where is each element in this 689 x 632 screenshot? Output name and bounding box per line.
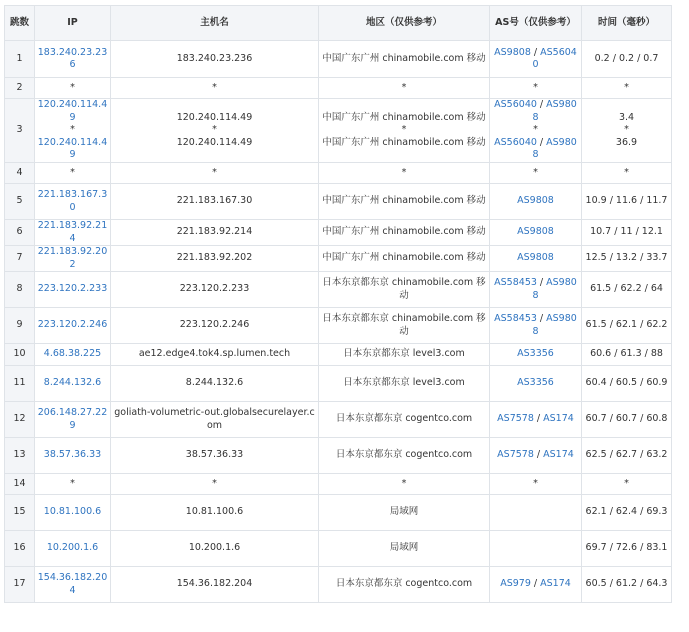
time-cell [582, 531, 672, 567]
hostname-text: 183.240.23.236 [176, 52, 253, 64]
as-group [492, 82, 579, 95]
as-group [492, 124, 579, 137]
col-header-ip: IP [35, 6, 111, 41]
as-link[interactable]: AS9808 [532, 99, 577, 123]
hop-number: 6 [16, 226, 23, 238]
region-text: 日本东京都东京 chinamobile.com 移动 [322, 277, 486, 301]
as-group [492, 137, 579, 162]
table-row [5, 308, 672, 344]
as-link[interactable]: AS58453 [494, 313, 537, 324]
region-cell [319, 495, 490, 531]
ip-cell [35, 220, 111, 246]
ip-link[interactable]: 120.240.114.49 [37, 99, 108, 123]
as-group [492, 578, 579, 591]
ip-placeholder: * [70, 477, 75, 489]
hostname-text: 10.200.1.6 [188, 542, 241, 554]
as-cell [490, 78, 582, 99]
as-group [492, 348, 579, 361]
region-text: 日本东京都东京 chinamobile.com 移动 [322, 313, 486, 337]
region-cell [319, 438, 490, 474]
as-cell [490, 531, 582, 567]
ip-link[interactable]: 223.120.2.233 [37, 283, 108, 295]
hostname-cell [111, 99, 319, 163]
ip-cell [35, 344, 111, 366]
region-text: 日本东京都东京 cogentco.com [335, 449, 473, 461]
hostname-text: 221.183.167.30 [176, 195, 253, 207]
hop-cell [5, 366, 35, 402]
time-cell [582, 567, 672, 603]
hop-number: 8 [16, 283, 23, 295]
as-link[interactable]: AS9808 [494, 46, 531, 58]
ip-link[interactable]: 10.81.100.6 [43, 506, 102, 518]
as-link[interactable]: AS9808 [517, 226, 554, 238]
hostname-cell [111, 438, 319, 474]
as-cell [490, 495, 582, 531]
time-cell [582, 99, 672, 163]
region-text: 日本东京都东京 level3.com [343, 348, 465, 360]
col-header-as: AS号（仅供参考） [490, 6, 582, 41]
traceroute-table [4, 5, 672, 603]
ip-cell [35, 272, 111, 308]
table-row [5, 99, 672, 163]
as-separator: / [536, 99, 547, 111]
hop-number: 9 [16, 319, 23, 331]
as-cell [490, 567, 582, 603]
region-text: * [401, 124, 407, 136]
time-cell [582, 184, 672, 220]
region-cell [319, 99, 490, 163]
as-link[interactable]: AS9808 [517, 252, 554, 264]
as-group [492, 449, 579, 462]
hop-number: 1 [16, 52, 23, 64]
hop-number: 2 [16, 81, 23, 93]
as-link[interactable]: AS9808 [517, 195, 554, 207]
hop-cell [5, 163, 35, 184]
ip-placeholder: * [70, 124, 75, 136]
region-text: 中国广东广州 chinamobile.com 移动 [322, 136, 486, 148]
hostname-text: goliath-volumetric-out.globalsecurelayer.com [114, 407, 315, 431]
as-separator: / [536, 313, 547, 324]
col-header-region: 地区（仅供参考） [319, 6, 490, 41]
as-link[interactable]: AS7578 [497, 413, 534, 425]
time-text: 60.4 / 60.5 / 60.9 [585, 377, 668, 389]
region-text: 局域网 [389, 542, 419, 554]
col-header-hostname: 主机名 [111, 6, 319, 41]
region-text: 中国广东广州 chinamobile.com 移动 [322, 226, 486, 238]
hostname-cell [111, 246, 319, 272]
region-cell [319, 308, 490, 344]
as-link[interactable]: AS174 [540, 578, 571, 590]
hostname-text: 221.183.92.214 [176, 226, 253, 238]
table-row [5, 474, 672, 495]
ip-link[interactable]: 8.244.132.6 [43, 377, 102, 389]
hostname-text: ae12.edge4.tok4.sp.lumen.tech [138, 348, 291, 360]
hostname-cell [111, 308, 319, 344]
hop-cell [5, 567, 35, 603]
as-group [492, 252, 579, 265]
ip-link[interactable]: 183.240.23.236 [37, 46, 108, 70]
hop-number: 17 [13, 578, 26, 590]
as-link[interactable]: AS9808 [532, 136, 577, 161]
as-cell [490, 220, 582, 246]
region-cell [319, 78, 490, 99]
as-cell [490, 163, 582, 184]
time-cell [582, 438, 672, 474]
hop-number: 16 [13, 542, 26, 554]
hop-cell [5, 246, 35, 272]
time-cell [582, 220, 672, 246]
table-row [5, 402, 672, 438]
as-link[interactable]: AS56040 [494, 136, 537, 148]
hop-number: 7 [16, 252, 23, 264]
hop-cell [5, 531, 35, 567]
table-header-row [5, 6, 672, 41]
region-text: 日本东京都东京 level3.com [343, 377, 465, 389]
hostname-text: * [212, 166, 217, 178]
hop-number: 10 [13, 348, 26, 360]
hostname-text: 223.120.2.233 [179, 283, 250, 295]
hop-cell [5, 308, 35, 344]
time-cell [582, 366, 672, 402]
region-text: * [401, 477, 407, 489]
table-row [5, 184, 672, 220]
ip-link[interactable]: 10.200.1.6 [46, 542, 99, 554]
region-text: 日本东京都东京 cogentco.com [335, 413, 473, 425]
as-group [492, 167, 579, 180]
col-header-time: 时间（毫秒） [582, 6, 672, 41]
hostname-text: 120.240.114.49 [176, 111, 253, 123]
hostname-cell [111, 402, 319, 438]
hostname-cell [111, 163, 319, 184]
as-placeholder: * [533, 124, 538, 136]
as-separator: / [530, 578, 541, 590]
table-row [5, 344, 672, 366]
time-text: 61.5 / 62.1 / 62.2 [585, 319, 668, 331]
hop-cell [5, 344, 35, 366]
hostname-cell [111, 272, 319, 308]
time-cell [582, 402, 672, 438]
time-cell [582, 272, 672, 308]
hostname-text: * [212, 124, 217, 136]
ip-link[interactable]: 38.57.36.33 [43, 449, 102, 461]
region-text: 中国广东广州 chinamobile.com 移动 [322, 52, 486, 64]
time-cell [582, 344, 672, 366]
hop-number: 15 [13, 506, 26, 518]
as-cell [490, 438, 582, 474]
as-group [492, 226, 579, 239]
as-group [492, 377, 579, 390]
ip-link[interactable]: 221.183.92.214 [37, 220, 108, 244]
hostname-cell [111, 567, 319, 603]
hostname-text: 8.244.132.6 [185, 377, 244, 389]
hostname-text: * [212, 477, 217, 489]
hop-cell [5, 78, 35, 99]
as-group [492, 313, 579, 338]
as-group [492, 47, 579, 72]
as-cell [490, 184, 582, 220]
table-row [5, 220, 672, 246]
time-text: * [624, 81, 629, 93]
time-cell [582, 474, 672, 495]
ip-link[interactable]: 120.240.114.49 [37, 136, 108, 161]
time-text: 3.4 [618, 111, 635, 123]
time-text: 36.9 [615, 136, 638, 148]
hostname-cell [111, 366, 319, 402]
as-group [492, 478, 579, 491]
region-cell [319, 184, 490, 220]
time-cell [582, 308, 672, 344]
table-row [5, 163, 672, 184]
time-text: 10.7 / 11 / 12.1 [590, 226, 663, 238]
region-text: 中国广东广州 chinamobile.com 移动 [322, 252, 486, 264]
time-cell [582, 246, 672, 272]
region-cell [319, 246, 490, 272]
table-row [5, 272, 672, 308]
region-text: 中国广东广州 chinamobile.com 移动 [322, 111, 486, 123]
as-link[interactable]: AS56040 [494, 99, 537, 111]
hop-number: 13 [13, 449, 26, 461]
hop-number: 3 [16, 124, 23, 136]
table-row [5, 78, 672, 99]
as-cell [490, 344, 582, 366]
as-group [492, 99, 579, 124]
as-cell [490, 99, 582, 163]
as-link[interactable]: AS7578 [497, 449, 534, 461]
hostname-text: 221.183.92.202 [176, 252, 253, 264]
as-group [492, 413, 579, 426]
hostname-cell [111, 41, 319, 78]
table-row [5, 567, 672, 603]
hostname-cell [111, 78, 319, 99]
ip-cell [35, 184, 111, 220]
time-cell [582, 163, 672, 184]
as-cell [490, 474, 582, 495]
as-separator: / [533, 413, 544, 425]
region-cell [319, 567, 490, 603]
hostname-text: 38.57.36.33 [185, 449, 244, 461]
ip-link[interactable]: 221.183.167.30 [37, 189, 108, 213]
hop-cell [5, 184, 35, 220]
time-text: * [624, 166, 629, 178]
table-row [5, 438, 672, 474]
as-link[interactable]: AS174 [543, 449, 574, 461]
region-cell [319, 220, 490, 246]
region-cell [319, 344, 490, 366]
hop-cell [5, 272, 35, 308]
hostname-cell [111, 495, 319, 531]
ip-cell [35, 495, 111, 531]
hostname-cell [111, 344, 319, 366]
time-text: * [624, 477, 629, 489]
region-text: 中国广东广州 chinamobile.com 移动 [322, 195, 486, 207]
as-separator: / [533, 449, 544, 461]
as-cell [490, 41, 582, 78]
ip-cell [35, 246, 111, 272]
col-header-hop: 跳数 [5, 6, 35, 41]
ip-cell [35, 78, 111, 99]
table-row [5, 495, 672, 531]
time-text: 60.7 / 60.7 / 60.8 [585, 413, 668, 425]
hop-number: 12 [13, 413, 26, 425]
time-text: 62.1 / 62.4 / 69.3 [585, 506, 668, 518]
hop-number: 14 [13, 477, 26, 489]
time-text: 10.9 / 11.6 / 11.7 [585, 195, 668, 207]
region-cell [319, 366, 490, 402]
region-cell [319, 41, 490, 78]
ip-cell [35, 402, 111, 438]
as-separator: / [536, 277, 547, 288]
as-link[interactable]: AS58453 [494, 277, 537, 288]
hostname-text: 120.240.114.49 [176, 136, 253, 148]
ip-link[interactable]: 221.183.92.202 [37, 246, 108, 270]
as-separator: / [536, 136, 547, 148]
as-cell [490, 308, 582, 344]
ip-placeholder: * [70, 166, 75, 178]
ip-cell [35, 567, 111, 603]
ip-cell [35, 99, 111, 163]
region-text: * [401, 166, 407, 178]
ip-link[interactable]: 4.68.38.225 [43, 348, 102, 360]
table-row [5, 246, 672, 272]
ip-link[interactable]: 223.120.2.246 [37, 319, 108, 331]
hostname-text: * [212, 81, 217, 93]
hop-cell [5, 438, 35, 474]
as-cell [490, 272, 582, 308]
as-link[interactable]: AS9808 [532, 313, 577, 337]
hostname-text: 223.120.2.246 [179, 319, 250, 331]
time-text: 62.5 / 62.7 / 63.2 [585, 449, 668, 461]
table-row [5, 366, 672, 402]
hostname-cell [111, 474, 319, 495]
hop-cell [5, 474, 35, 495]
region-cell [319, 163, 490, 184]
as-link[interactable]: AS174 [543, 413, 574, 425]
as-group [492, 195, 579, 208]
region-cell [319, 402, 490, 438]
ip-link[interactable]: 206.148.27.229 [37, 407, 108, 431]
time-cell [582, 78, 672, 99]
hostname-cell [111, 220, 319, 246]
ip-cell [35, 438, 111, 474]
ip-cell [35, 531, 111, 567]
time-cell [582, 41, 672, 78]
region-cell [319, 474, 490, 495]
as-cell [490, 366, 582, 402]
hop-cell [5, 220, 35, 246]
as-separator: / [530, 46, 541, 58]
ip-cell [35, 163, 111, 184]
as-link[interactable]: AS9808 [532, 277, 577, 301]
ip-cell [35, 474, 111, 495]
hop-cell [5, 495, 35, 531]
table-row [5, 41, 672, 78]
table-row [5, 531, 672, 567]
ip-cell [35, 308, 111, 344]
as-link[interactable]: AS979 [500, 578, 531, 590]
time-text: 0.2 / 0.2 / 0.7 [594, 52, 659, 64]
time-text: 61.5 / 62.2 / 64 [590, 283, 663, 295]
as-cell [490, 246, 582, 272]
hop-cell [5, 99, 35, 163]
time-text: * [624, 124, 629, 136]
hop-cell [5, 402, 35, 438]
ip-placeholder: * [70, 81, 75, 93]
hostname-cell [111, 184, 319, 220]
region-cell [319, 272, 490, 308]
time-text: 12.5 / 13.2 / 33.7 [585, 252, 668, 264]
time-cell [582, 495, 672, 531]
hop-number: 5 [16, 195, 23, 207]
ip-cell [35, 366, 111, 402]
region-text: 局域网 [389, 506, 419, 518]
as-placeholder: * [533, 477, 538, 489]
region-text: * [401, 81, 407, 93]
ip-cell [35, 41, 111, 78]
time-text: 69.7 / 72.6 / 83.1 [585, 542, 668, 554]
hop-number: 4 [16, 166, 23, 178]
hop-number: 11 [13, 377, 26, 389]
region-cell [319, 531, 490, 567]
as-group [492, 277, 579, 302]
as-cell [490, 402, 582, 438]
hostname-cell [111, 531, 319, 567]
as-link[interactable]: AS3356 [517, 377, 554, 389]
hostname-text: 10.81.100.6 [185, 506, 244, 518]
hostname-text: 154.36.182.204 [176, 578, 253, 590]
as-placeholder: * [533, 166, 538, 178]
time-text: 60.6 / 61.3 / 88 [590, 348, 663, 360]
ip-link[interactable]: 154.36.182.204 [37, 572, 108, 596]
as-placeholder: * [533, 81, 538, 93]
as-link[interactable]: AS56040 [532, 46, 577, 70]
time-text: 60.5 / 61.2 / 64.3 [585, 578, 668, 590]
as-link[interactable]: AS3356 [517, 348, 554, 360]
hop-cell [5, 41, 35, 78]
region-text: 日本东京都东京 cogentco.com [335, 578, 473, 590]
